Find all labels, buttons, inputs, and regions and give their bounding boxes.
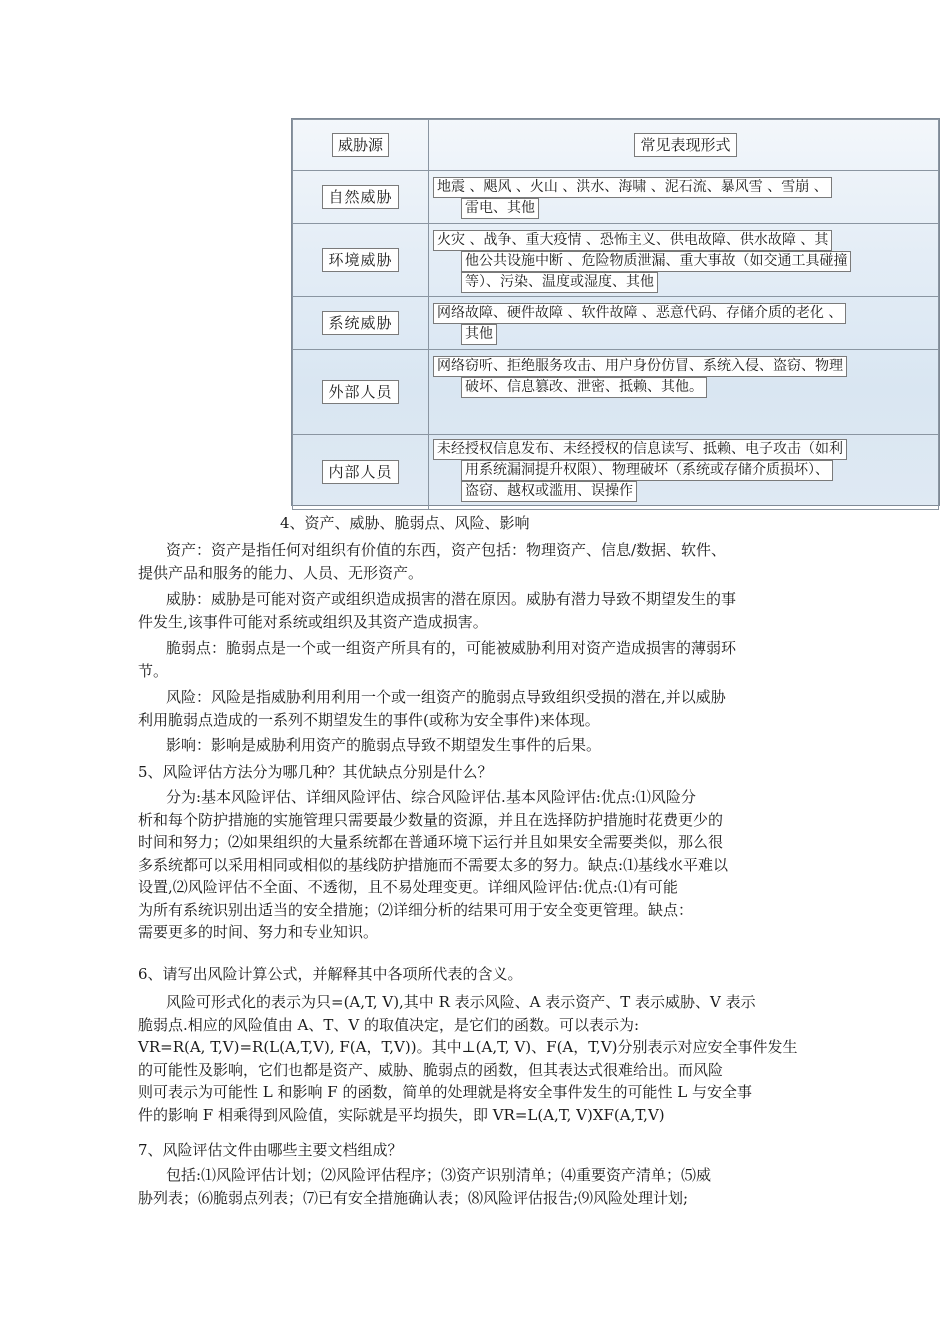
row-text: 盗窃、越权或滥用、误操作 <box>461 481 637 502</box>
row-text: 网络窃听、拒绝服务攻击、用户身份仿冒、系统入侵、盗窃、物理 <box>433 356 847 377</box>
row-label: 内部人员 <box>322 460 398 484</box>
paragraph-line: 件发生,该事件可能对系统或组织及其资产造成损害。 <box>138 612 488 631</box>
section6-heading: 6、请写出风险计算公式，并解释其中各项所代表的含义。 <box>138 965 523 983</box>
row-label: 外部人员 <box>322 380 398 404</box>
row-text: 网络故障、硬件故障 、软件故障 、恶意代码、存储介质的老化 、 <box>433 303 846 324</box>
row-text: 等）、污染、温度或湿度、其他 <box>461 272 658 293</box>
paragraph-line: 析和每个防护措施的实施管理只需要最少数量的资源，并且在选择防护措施时花费更少的 <box>138 810 724 829</box>
paragraph-line: 风险可形式化的表示为只=(A,T, V),其中 R 表示风险、A 表示资产、T 表示威胁、V 表示 <box>166 993 756 1011</box>
threat-table <box>292 119 939 510</box>
row-text: 破坏、信息篡改、泄密、抵赖、其他。 <box>461 377 707 398</box>
paragraph-line: 利用脆弱点造成的一系列不期望发生的事件(或称为安全事件)来体现。 <box>138 710 600 729</box>
paragraph-line: 为所有系统识别出适当的安全措施；⑵详细分析的结果可用于安全变更管理。缺点： <box>138 900 694 919</box>
paragraph-line: 包括:⑴风险评估计划；⑵风险评估程序；⑶资产识别清单；⑷重要资产清单；⑸威 <box>166 1166 712 1184</box>
paragraph-line: 脆弱点：脆弱点是一个或一组资产所具有的，可能被威胁利用对资产造成损害的薄弱环 <box>166 639 737 657</box>
paragraph-line: 需要更多的时间、努力和专业知识。 <box>138 923 379 941</box>
paragraph-line: 威胁：威胁是可能对资产或组织造成损害的潜在原因。威胁有潜力导致不期望发生的事 <box>166 590 737 608</box>
table-row <box>293 435 939 510</box>
paragraph-line: 资产：资产是指任何对组织有价值的东西，资产包括：物理资产、信息/数据、软件、 <box>166 541 727 559</box>
paragraph-line: 影响：影响是威胁利用资产的脆弱点导致不期望发生事件的后果。 <box>166 736 602 754</box>
table-row <box>293 171 939 224</box>
paragraph-line: 提供产品和服务的能力、人员、无形资产。 <box>138 563 424 582</box>
paragraph-line: 则可表示为可能性 L 和影响 F 的函数，简单的处理就是将安全事件发生的可能性 L 与安全事 <box>138 1083 752 1101</box>
row-label: 环境威胁 <box>322 248 398 272</box>
paragraph-line: 多系统都可以采用相同或相似的基线防护措施而不需要太多的努力。缺点:⑴基线水平难以 <box>138 855 729 874</box>
paragraph-line: 时间和努力；⑵如果组织的大量系统都在普通环境下运行并且如果安全需要类似，那么很 <box>138 833 724 851</box>
paragraph-line: 风险：风险是指威胁利用利用一个或一组资产的脆弱点导致组织受损的潜在,并以威胁 <box>166 688 726 706</box>
row-text: 用系统漏洞提升权限）、物理破坏（系统或存储介质损坏）、 <box>461 460 833 481</box>
row-label: 系统威胁 <box>322 311 398 335</box>
section6-body <box>138 991 818 1126</box>
table-row <box>293 297 939 350</box>
paragraph-line: 设置,⑵风险评估不全面、不透彻，且不易处理变更。详细风险评估:优点:⑴有可能 <box>138 878 678 896</box>
header-threat-source: 威胁源 <box>332 133 389 157</box>
table-row <box>293 224 939 297</box>
paragraph-line: 的可能性及影响，它们也都是资产、威胁、脆弱点的函数，但其表达式很难给出。而风险 <box>138 1060 724 1079</box>
section7-body <box>138 1164 818 1209</box>
paragraph-line: 胁列表；⑹脆弱点列表；⑺已有安全措施确认表；⑻风险评估报告;⑼风险处理计划; <box>138 1188 689 1207</box>
table-header-row <box>293 120 939 171</box>
section7-heading: 7、风险评估文件由哪些主要文档组成？ <box>138 1141 403 1159</box>
paragraph-line: 件的影响 F 相乘得到风险值，实际就是平均损失，即 VR=L(A,T, V)XF(A,T,V) <box>138 1105 665 1124</box>
row-text: 雷电、其他 <box>461 198 539 219</box>
paragraph-line: 分为:基本风险评估、详细风险评估、综合风险评估.基本风险评估:优点:⑴风险分 <box>166 788 696 806</box>
row-label: 自然威胁 <box>322 185 398 209</box>
row-text: 他公共设施中断 、危险物质泄漏、重大事故（如交通工具碰撞 <box>461 251 851 272</box>
paragraph-line: VR=R(A, T,V)=R(L(A,T,V), F(A，T,V))。其中⊥(A,T, V)、F(A，T,V)分别表示对应安全事件发生 <box>138 1038 798 1056</box>
header-manifestation: 常见表现形式 <box>634 133 736 157</box>
row-text: 其他 <box>461 324 497 345</box>
row-text: 地震 、飓风 、火山 、洪水、海啸 、泥石流、暴风雪 、雪崩 、 <box>433 177 832 198</box>
paragraph-line: 脆弱点.相应的风险值由 A、T、V 的取值决定，是它们的函数。可以表示为: <box>138 1015 640 1034</box>
threat-table-figure <box>291 118 940 506</box>
row-text: 火灾 、战争、重大疫情 、恐怖主义、供电故障、供水故障 、其 <box>433 230 832 251</box>
section5-body <box>138 786 818 944</box>
paragraph-line: 节。 <box>138 661 169 680</box>
section4-body <box>138 539 818 757</box>
section5-heading: 5、风险评估方法分为哪几种？其优缺点分别是什么？ <box>138 763 493 781</box>
row-text: 未经授权信息发布、未经授权的信息读写、抵赖、电子攻击（如利 <box>433 439 847 460</box>
section4-heading: 4、资产、威胁、脆弱点、风险、影响 <box>280 514 530 532</box>
table-row <box>293 350 939 435</box>
